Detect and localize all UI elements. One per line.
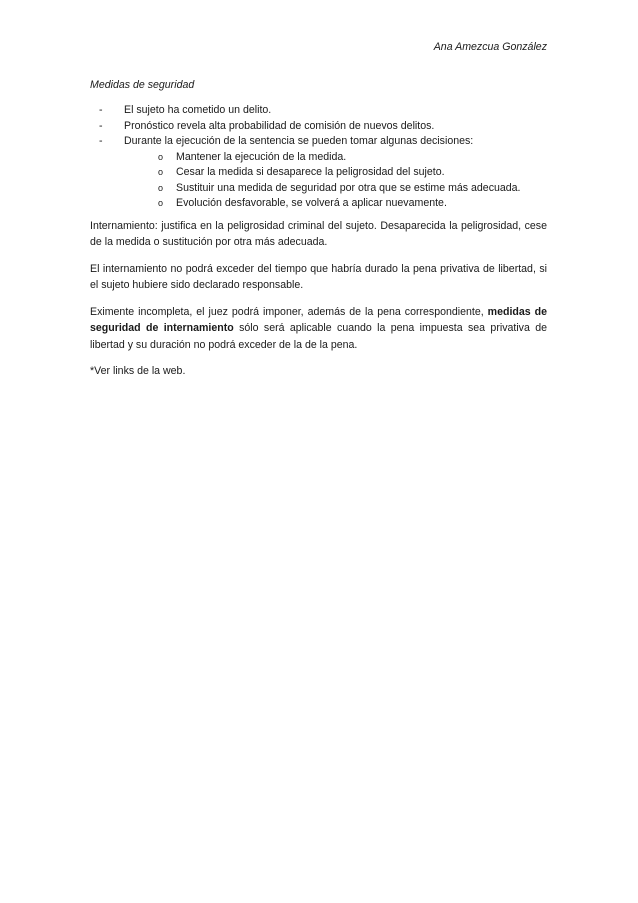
document-body bbox=[90, 78, 547, 380]
list-item bbox=[99, 103, 547, 119]
paragraph-eximente-bold: medidas de seguridad de internamiento bbox=[90, 305, 547, 334]
paragraph-internamiento: Internamiento: justifica en la peligrosidad criminal del sujeto. Desaparecida la peligrosidad, cese de la medida o sustitución por otra más adecuada. bbox=[90, 219, 547, 248]
list-item-text: El sujeto ha cometido un delito. bbox=[124, 104, 272, 116]
circle-marker: o bbox=[158, 182, 164, 193]
paragraph-links-note: *Ver links de la web. bbox=[90, 365, 186, 377]
sub-list-item bbox=[158, 196, 547, 212]
sub-list-item bbox=[158, 165, 547, 181]
list-item bbox=[99, 134, 547, 212]
circle-marker: o bbox=[158, 167, 164, 177]
paragraph-eximente-text-end: sólo será aplicable cuando la pena impuesta sea privativa de libertad y su duración no podrá exceder de la de la pena. bbox=[90, 322, 548, 351]
bullet-list bbox=[90, 103, 547, 212]
dash-marker: - bbox=[99, 104, 103, 116]
dash-marker: - bbox=[99, 135, 103, 147]
sub-list-item-text: Cesar la medida si desaparece la peligrosidad del sujeto. bbox=[176, 166, 445, 178]
sub-list-item-text: Evolución desfavorable, se volverá a aplicar nuevamente. bbox=[176, 197, 447, 209]
circle-marker: o bbox=[158, 151, 164, 162]
section-title: Medidas de seguridad bbox=[90, 79, 195, 91]
list-item-text: Pronóstico revela alta probabilidad de comisión de nuevos delitos. bbox=[124, 119, 435, 132]
list-item bbox=[99, 119, 547, 135]
sub-list-item bbox=[158, 150, 547, 166]
sub-bullet-list bbox=[124, 150, 547, 212]
paragraph-eximente bbox=[90, 304, 547, 354]
circle-marker: o bbox=[158, 198, 164, 208]
header-author: Ana Amezcua González bbox=[433, 41, 547, 53]
list-item-text: Durante la ejecución de la sentencia se pueden tomar algunas decisiones: bbox=[124, 135, 474, 147]
sub-list-item-text: Mantener la ejecución de la medida. bbox=[176, 150, 347, 163]
paragraph-limite: El internamiento no podrá exceder del tiempo que habría durado la pena privativa de libertad, si el sujeto hubiere sido declarado responsable. bbox=[90, 262, 547, 291]
dash-marker: - bbox=[99, 119, 103, 132]
paragraph-eximente-text: Eximente incompleta, el juez podrá imponer, además de la pena correspondiente, bbox=[90, 305, 488, 318]
sub-list-item bbox=[158, 181, 547, 197]
sub-list-item-text: Sustituir una medida de seguridad por otra que se estime más adecuada. bbox=[176, 181, 521, 194]
